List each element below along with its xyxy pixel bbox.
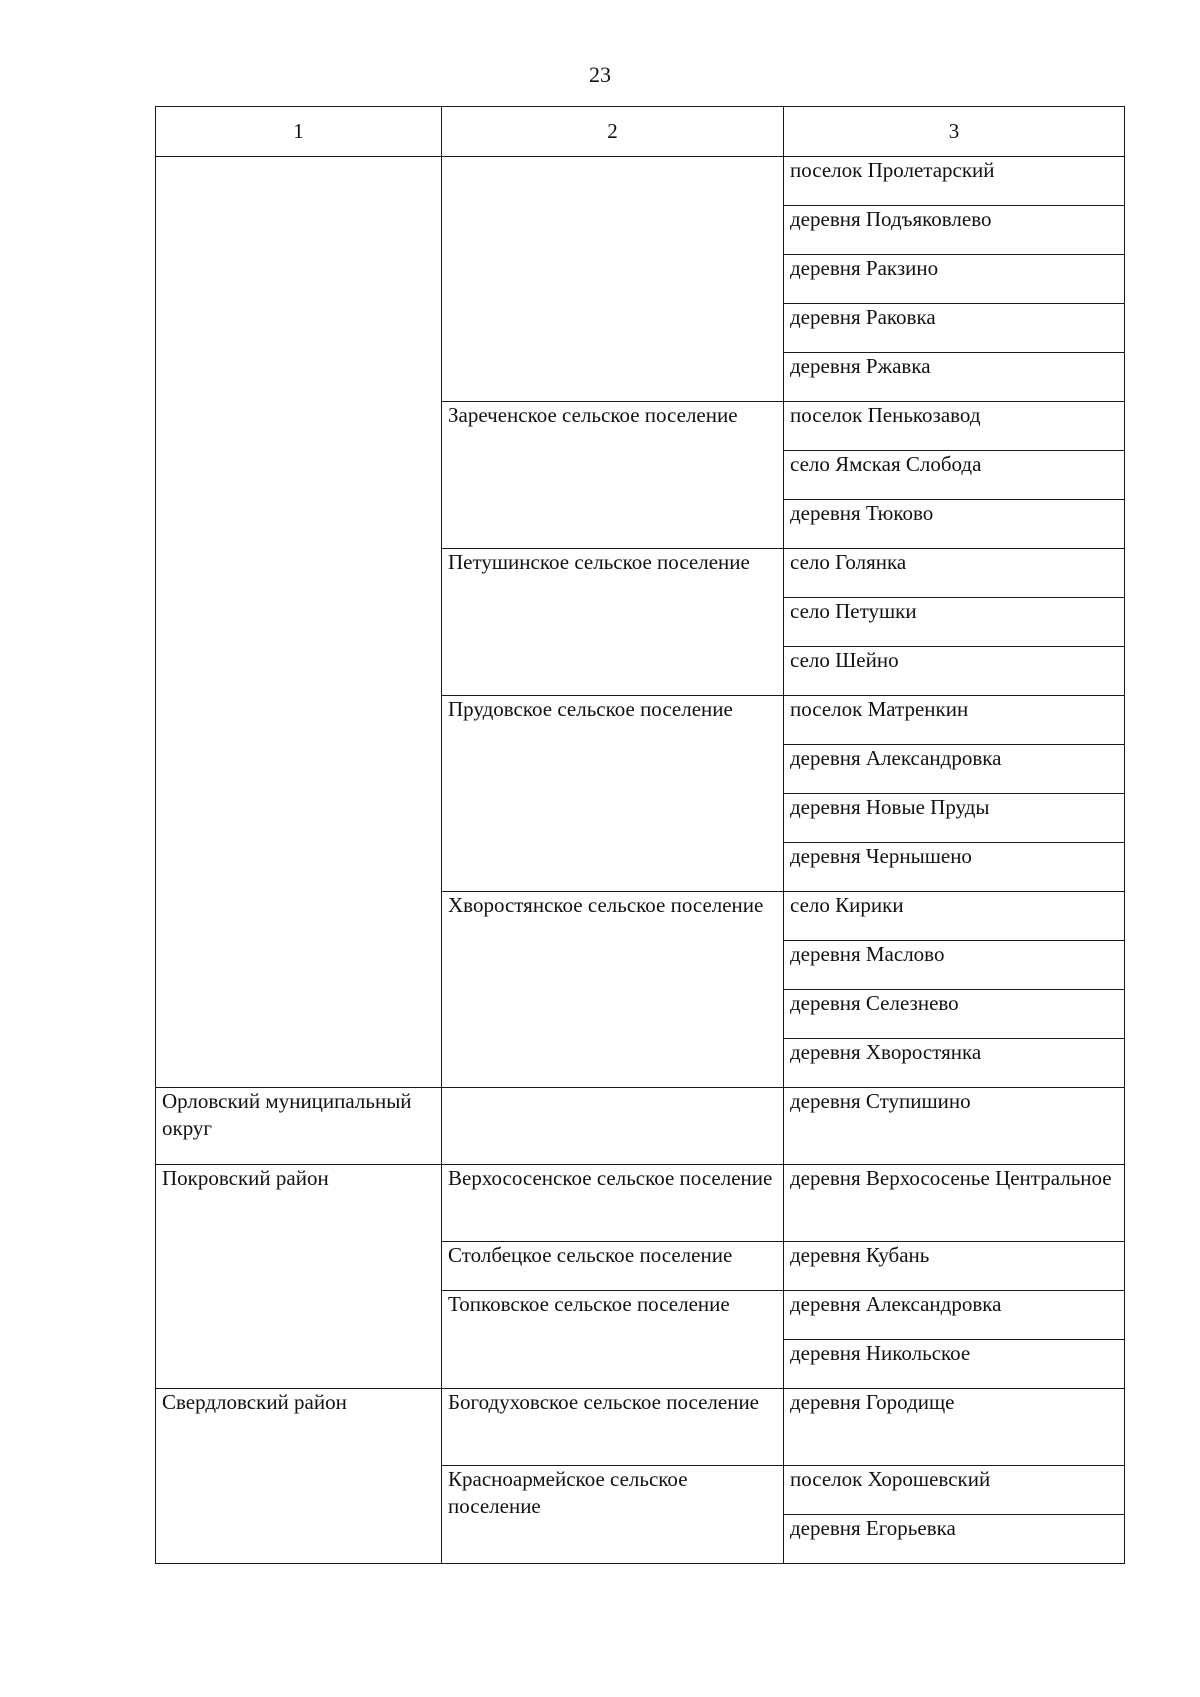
header-row (156, 107, 1125, 157)
column-header-1: 1 (156, 107, 442, 157)
village-cell: деревня Егорьевка (784, 1515, 1125, 1564)
page-number: 23 (589, 62, 611, 87)
village-cell: поселок Пенькозавод (784, 402, 1125, 451)
settlement-cell (442, 157, 784, 402)
district-cell (156, 157, 442, 1088)
table-row (156, 1165, 1125, 1242)
settlement-cell: Богодуховское сельское поселение (442, 1389, 784, 1466)
village-cell: деревня Раковка (784, 304, 1125, 353)
village-cell: поселок Хорошевский (784, 1466, 1125, 1515)
settlement-cell: Столбецкое сельское поселение (442, 1242, 784, 1291)
village-cell: деревня Никольское (784, 1340, 1125, 1389)
village-cell: село Голянка (784, 549, 1125, 598)
table-row (156, 1389, 1125, 1466)
settlement-cell: Красноармейское сельское поселение (442, 1466, 784, 1564)
village-cell: деревня Александровка (784, 745, 1125, 794)
table-row (156, 1088, 1125, 1165)
village-cell: деревня Маслово (784, 941, 1125, 990)
settlement-cell: Топковское сельское поселение (442, 1291, 784, 1389)
settlement-cell (442, 1088, 784, 1165)
settlements-table (155, 106, 1125, 1564)
village-cell: деревня Городище (784, 1389, 1125, 1466)
settlement-cell: Прудовское сельское поселение (442, 696, 784, 892)
village-cell: село Кирики (784, 892, 1125, 941)
village-cell: деревня Александровка (784, 1291, 1125, 1340)
village-cell: деревня Ступишино (784, 1088, 1125, 1165)
village-cell: деревня Верхососенье Центральное (784, 1165, 1125, 1242)
village-cell: деревня Ржавка (784, 353, 1125, 402)
table-row (156, 157, 1125, 206)
village-cell: деревня Кубань (784, 1242, 1125, 1291)
village-cell: деревня Селезнево (784, 990, 1125, 1039)
village-cell: деревня Ракзино (784, 255, 1125, 304)
village-cell: село Петушки (784, 598, 1125, 647)
column-header-3: 3 (784, 107, 1125, 157)
village-cell: село Ямская Слобода (784, 451, 1125, 500)
village-cell: деревня Тюково (784, 500, 1125, 549)
village-cell: деревня Подъяковлево (784, 206, 1125, 255)
village-cell: деревня Новые Пруды (784, 794, 1125, 843)
settlement-cell: Зареченское сельское поселение (442, 402, 784, 549)
column-header-2: 2 (442, 107, 784, 157)
village-cell: поселок Пролетарский (784, 157, 1125, 206)
district-cell: Свердловский район (156, 1389, 442, 1564)
village-cell: село Шейно (784, 647, 1125, 696)
settlement-cell: Хворостянское сельское поселение (442, 892, 784, 1088)
settlement-cell: Петушинское сельское поселение (442, 549, 784, 696)
village-cell: деревня Чернышено (784, 843, 1125, 892)
settlement-cell: Верхососенское сельское поселение (442, 1165, 784, 1242)
district-cell: Покровский район (156, 1165, 442, 1389)
village-cell: деревня Хворостянка (784, 1039, 1125, 1088)
village-cell: поселок Матренкин (784, 696, 1125, 745)
district-cell: Орловский муниципальный округ (156, 1088, 442, 1165)
